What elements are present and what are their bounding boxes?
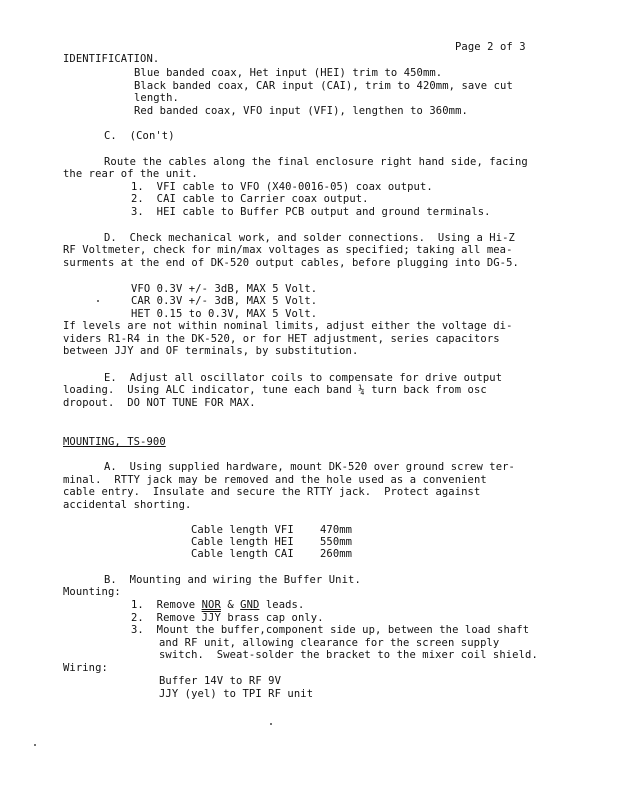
wiring-label: Wiring: [63, 662, 108, 674]
identification-cai-2: length. [134, 92, 179, 104]
stray-mark [270, 723, 272, 725]
cable-length-label-vfi: Cable length VFI [191, 524, 294, 536]
cable-length-label-hei: Cable length HEI [191, 536, 294, 548]
section-e-l1: E. Adjust all oscillator coils to compensate for drive output [104, 372, 503, 384]
mounting-step-2-post: brass cap only. [220, 612, 324, 624]
section-d-p3: surments at the end of DK-520 output cables, before plugging into DG-5. [63, 257, 519, 269]
section-c-intro-1: Route the cables along the final enclosure right hand side, facing [104, 156, 528, 168]
section-d-note-3: between JJY and OF terminals, by substitution. [63, 345, 359, 357]
mounting-heading: MOUNTING, TS-900 [63, 436, 166, 448]
section-d-note-2: viders R1-R4 in the DK-520, or for HET adjustment, series capacitors [63, 333, 500, 345]
section-d-p1: D. Check mechanical work, and solder connections. Using a Hi-Z [104, 232, 515, 244]
mounting-step-1-post: leads. [259, 599, 305, 611]
section-d-level-car: CAR 0.3V +/- 3dB, MAX 5 Volt. [131, 295, 318, 307]
section-e-l3: dropout. DO NOT TUNE FOR MAX. [63, 397, 256, 409]
mounting-a-4: accidental shorting. [63, 499, 192, 511]
section-d-level-vfo: VFO 0.3V +/- 3dB, MAX 5 Volt. [131, 283, 318, 295]
identification-vfi: Red banded coax, VFO input (VFI), lengthen to 360mm. [134, 105, 468, 117]
wiring-2: JJY (yel) to TPI RF unit [159, 688, 314, 700]
mounting-step-1-pre: 1. Remove [131, 599, 202, 611]
mounting-step-1 [131, 599, 304, 611]
mounting-step-2 [131, 612, 324, 624]
gnd-lead: GND [240, 599, 260, 611]
section-c-intro-2: the rear of the unit. [63, 168, 198, 180]
mounting-step-3-3: switch. Sweat-solder the bracket to the mixer coil shield. [159, 649, 538, 661]
mounting-a-3: cable entry. Insulate and secure the RTTY jack. Protect against [63, 486, 481, 498]
section-d-note-1: If levels are not within nominal limits, adjust either the voltage di- [63, 320, 513, 332]
stray-mark [34, 744, 36, 746]
stray-mark [97, 300, 99, 302]
section-c-label: C. (Con't) [104, 130, 175, 142]
section-c-item-2: 2. CAI cable to Carrier coax output. [131, 193, 369, 205]
mounting-step-3-1: 3. Mount the buffer,component side up, between the load shaft [131, 624, 530, 636]
mounting-step-2-pre: 2. Remove [131, 612, 202, 624]
cable-length-value-vfi: 470mm [320, 524, 353, 536]
mounting-a-2: minal. RTTY jack may be removed and the hole used as a convenient [63, 474, 487, 486]
mounting-label: Mounting: [63, 586, 121, 598]
page-number: Page 2 of 3 [455, 41, 526, 53]
jjy-cap: $\overline{JJY}$ [201, 612, 221, 624]
mounting-b-intro: B. Mounting and wiring the Buffer Unit. [104, 574, 361, 586]
section-c-item-1: 1. VFI cable to VFO (X40-0016-05) coax output. [131, 181, 433, 193]
section-d-level-het: HET 0.15 to 0.3V, MAX 5 Volt. [131, 308, 318, 320]
section-c-item-3: 3. HEI cable to Buffer PCB output and ground terminals. [131, 206, 491, 218]
identification-heading: IDENTIFICATION. [63, 53, 160, 65]
identification-cai-1: Black banded coax, CAR input (CAI), trim to 420mm, save cut [134, 80, 513, 92]
nor-lead: NOR [201, 599, 221, 611]
identification-hei: Blue banded coax, Het input (HEI) trim to 450mm. [134, 67, 443, 79]
mounting-a-1: A. Using supplied hardware, mount DK-520 over ground screw ter- [104, 461, 515, 473]
section-e-l2: loading. Using ALC indicator, tune each band ¼ turn back from osc [63, 384, 487, 396]
cable-length-value-cai: 260mm [320, 548, 353, 560]
section-d-p2: RF Voltmeter, check for min/max voltages as specified; taking all mea- [63, 244, 513, 256]
wiring-1: Buffer 14V to RF 9V [159, 675, 282, 687]
cable-length-value-hei: 550mm [320, 536, 353, 548]
mounting-step-3-2: and RF unit, allowing clearance for the screen supply [159, 637, 500, 649]
cable-length-label-cai: Cable length CAI [191, 548, 294, 560]
mounting-step-1-amp: & [220, 599, 241, 611]
